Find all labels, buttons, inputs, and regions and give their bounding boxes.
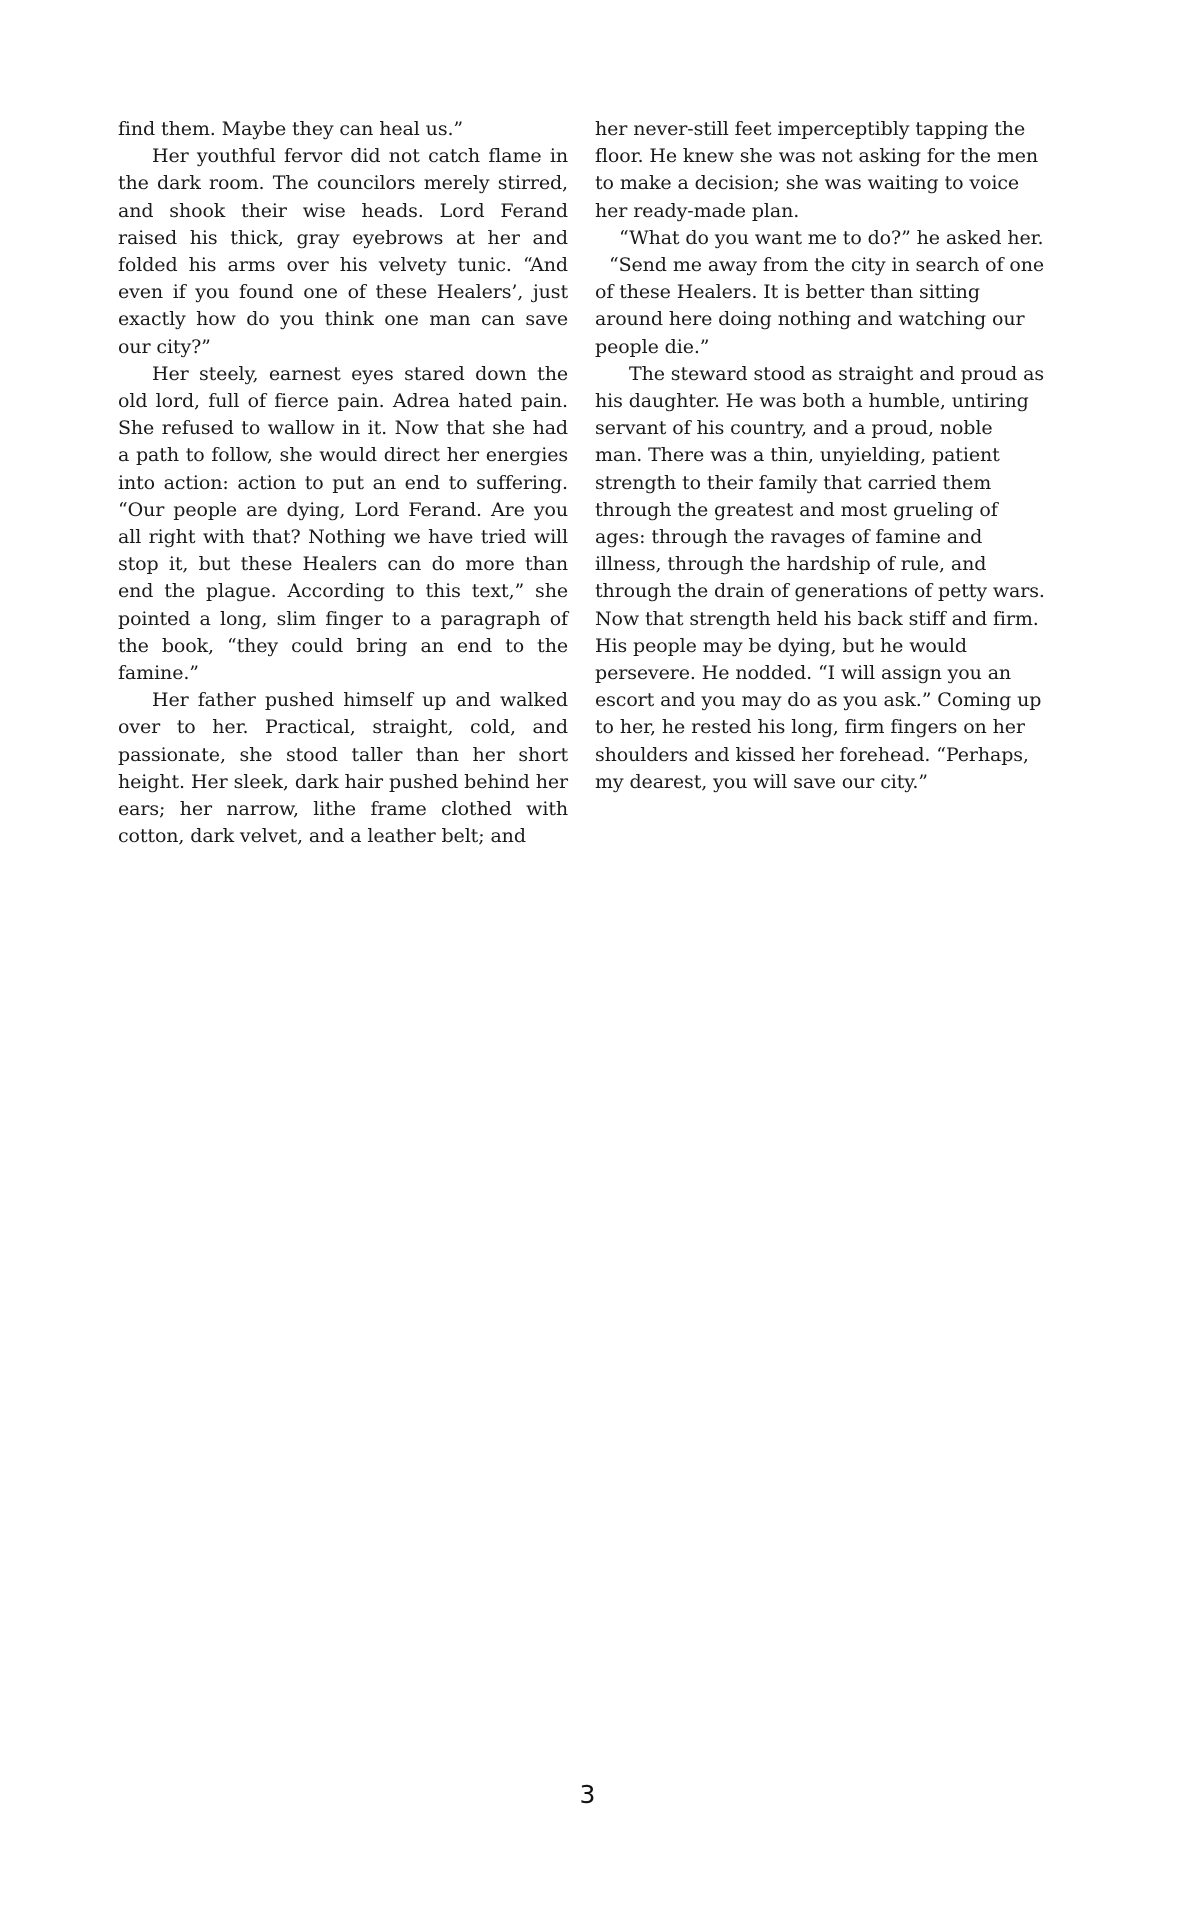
- paragraph: Her steely, earnest eyes stared down the old lord, full of fierce pain. Adrea hated pain. She refused to wallow in it. Now that she had a path to follow, she would direct her energies into action: action to put an end to suffering. “Our people are dying, Lord Ferand. Are you all right with that? Nothing we have tried will stop it, but these Healers can do more than end the plague. According to this text,” she pointed a long, slim finger to a paragraph of the book, “they could bring an end to the famine.”: [118, 362, 568, 685]
- paragraph: “Send me away from the city in search of one of these Healers. It is better than sitting around here doing nothing and watching our people die.”: [595, 254, 1045, 358]
- paragraph: Her youthful fervor did not catch flame in the dark room. The councilors merely stirred, and shook their wise heads. Lord Ferand raised his thick, gray eyebrows at her and folded his arms over his velvety tunic. “And even if you found one of these Healers’, just exactly how do you think one man can save our city?”: [118, 145, 568, 358]
- paragraph: find them. Maybe they can heal us.”: [118, 118, 464, 140]
- paragraph: The steward stood as straight and proud as his daughter. He was both a humble, untiring servant of his country, and a proud, noble man. There was a thin, unyielding, patient strength to their family that carried them through the greatest and most grueling of ages: through the ravages of famine and illness, through the hardship of rule, and through the drain of generations of petty wars. Now that strength held his back stiff and firm. His people may be dying, but he would persevere. He nodded. “I will assign you an escort and you may do as you ask.” Coming up to her, he rested his long, firm fingers on her shoulders and kissed her forehead. “Perhaps, my dearest, you will save our city.”: [595, 362, 1045, 793]
- page-number: 3: [579, 1780, 596, 1809]
- left-text-column: [118, 116, 568, 850]
- right-text-column: [595, 116, 1045, 796]
- paragraph: her never-still feet imperceptibly tapping the floor. He knew she was not asking for the men to make a decision; she was waiting to voice her ready-made plan.: [595, 118, 1039, 222]
- paragraph: “What do you want me to do?” he asked her.: [619, 226, 1044, 249]
- paragraph: Her father pushed himself up and walked over to her. Practical, straight, cold, and passionate, she stood taller than her short height. Her sleek, dark hair pushed behind her ears; her narrow, lithe frame clothed with cotton, dark velvet, and a leather belt; and: [118, 689, 568, 848]
